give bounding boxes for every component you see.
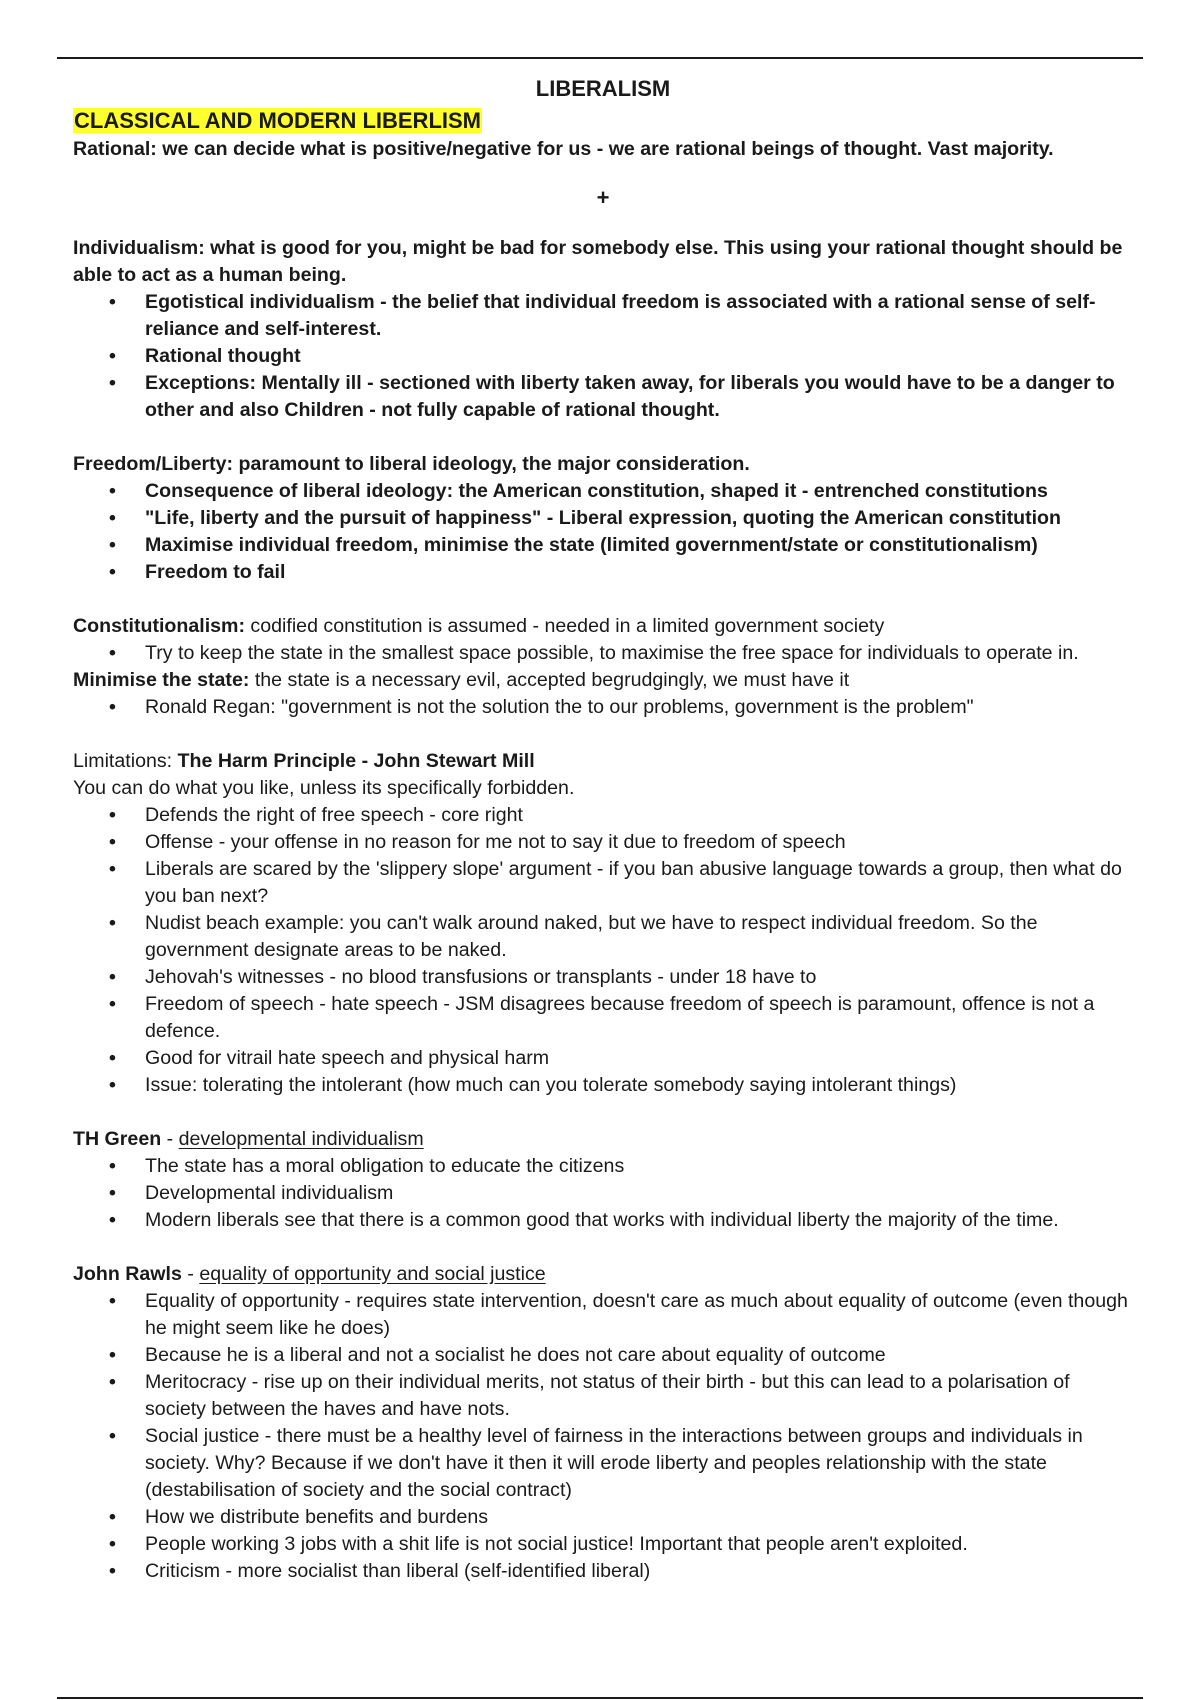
constitutionalism-line (73, 613, 1133, 640)
highlighted-heading: CLASSICAL AND MODERN LIBERLISM (74, 108, 481, 133)
list-item: • Defends the right of free speech - core right (73, 802, 1133, 829)
list-item: • Criticism - more socialist than liberal (self-identified liberal) (73, 1558, 1133, 1585)
list-item: • How we distribute benefits and burdens (73, 1504, 1133, 1531)
list-item: • Rational thought (73, 343, 1133, 370)
individualism-section (73, 235, 1133, 424)
list-item: • People working 3 jobs with a shit life is not social justice! Important that people aren't exploited. (73, 1531, 1133, 1558)
page-title: LIBERALISM (535, 76, 671, 101)
constitutionalism-section (73, 613, 1133, 721)
individualism-intro: Individualism: what is good for you, might be bad for somebody else. This using your rational thought should be able to act as a human being. (73, 237, 1123, 286)
bottom-rule (57, 1697, 1143, 1699)
constitutionalism-label: Constitutionalism: (73, 615, 245, 637)
list-item: • Social justice - there must be a healthy level of fairness in the interactions between groups and individuals in society. Why? Because if we don't have it then it will erode liberty and peoples relationship with the state (destabilisation of society and the social contract) (73, 1423, 1133, 1504)
rawls-sep: - (181, 1263, 200, 1285)
rawls-subtitle: equality of opportunity and social justice (199, 1263, 546, 1285)
minimise-label: Minimise the state: (73, 669, 250, 691)
rawls-section (73, 1261, 1133, 1585)
minimise-text: the state is a necessary evil, accepted begrudgingly, we must have it (249, 669, 850, 691)
list-item: • The state has a moral obligation to educate the citizens (73, 1153, 1133, 1180)
limitations-section (73, 748, 1133, 1099)
rational-paragraph: Rational: we can decide what is positive/negative for us - we are rational beings of thought. Vast majority. (73, 138, 1054, 160)
list-item: • Egotistical individualism - the belief that individual freedom is associated with a rational sense of self-reliance and self-interest. (73, 289, 1133, 343)
list-item: • Developmental individualism (73, 1180, 1133, 1207)
freedom-section (73, 451, 1133, 586)
harm-principle-label: The Harm Principle - John Stewart Mill (177, 750, 535, 772)
document-page (73, 72, 1133, 1585)
individualism-list (73, 289, 1133, 424)
list-item: • "Life, liberty and the pursuit of happiness" - Liberal expression, quoting the American constitution (73, 505, 1133, 532)
minimise-line (73, 667, 1133, 694)
green-section (73, 1126, 1133, 1234)
rawls-line (73, 1261, 1133, 1288)
list-item: • Nudist beach example: you can't walk around naked, but we have to respect individual freedom. So the government designate areas to be naked. (73, 910, 1133, 964)
limitations-line-2: You can do what you like, unless its specifically forbidden. (73, 777, 575, 799)
list-item: • Exceptions: Mentally ill - sectioned with liberty taken away, for liberals you would have to be a danger to other and also Children - not fully capable of rational thought. (73, 370, 1133, 424)
constitutionalism-text: codified constitution is assumed - needed in a limited government society (244, 615, 885, 637)
green-label: TH Green (73, 1128, 162, 1150)
list-item: • Offense - your offense in no reason for me not to say it due to freedom of speech (73, 829, 1133, 856)
list-item: • Modern liberals see that there is a common good that works with individual liberty the majority of the time. (73, 1207, 1133, 1234)
list-item: • Issue: tolerating the intolerant (how much can you tolerate somebody saying intolerant things) (73, 1072, 1133, 1099)
list-item: • Consequence of liberal ideology: the American constitution, shaped it - entrenched constitutions (73, 478, 1133, 505)
plus-sign: + (596, 185, 610, 210)
list-item: • Freedom to fail (73, 559, 1133, 586)
rawls-list (73, 1288, 1133, 1585)
list-item: • Meritocracy - rise up on their individual merits, not status of their birth - but this can lead to a polarisation of society between the haves and have nots. (73, 1369, 1133, 1423)
list-item: • Liberals are scared by the 'slippery slope' argument - if you ban abusive language towards a group, then what do you ban next? (73, 856, 1133, 910)
list-item: • Freedom of speech - hate speech - JSM disagrees because freedom of speech is paramount, offence is not a defence. (73, 991, 1133, 1045)
list-item: • Try to keep the state in the smallest space possible, to maximise the free space for individuals to operate in. (73, 640, 1133, 667)
list-item: • Equality of opportunity - requires state intervention, doesn't care as much about equality of outcome (even though he might seem like he does) (73, 1288, 1133, 1342)
section-heading (73, 106, 1133, 136)
limitations-list (73, 802, 1133, 1099)
list-item: • Because he is a liberal and not a socialist he does not care about equality of outcome (73, 1342, 1133, 1369)
limitations-line (73, 748, 1133, 775)
limitations-prefix: Limitations: (73, 750, 178, 772)
green-sep: - (161, 1128, 179, 1150)
list-item: • Good for vitrail hate speech and physical harm (73, 1045, 1133, 1072)
list-item: • Jehovah's witnesses - no blood transfusions or transplants - under 18 have to (73, 964, 1133, 991)
green-line (73, 1126, 1133, 1153)
top-rule (57, 57, 1143, 59)
green-list (73, 1153, 1133, 1234)
constitutionalism-list (73, 640, 1133, 667)
list-item: • Maximise individual freedom, minimise the state (limited government/state or constitutionalism) (73, 532, 1133, 559)
freedom-list (73, 478, 1133, 586)
minimise-list (73, 694, 1133, 721)
freedom-intro: Freedom/Liberty: paramount to liberal ideology, the major consideration. (73, 453, 750, 475)
green-subtitle: developmental individualism (178, 1128, 424, 1150)
list-item: • Ronald Regan: "government is not the solution the to our problems, government is the problem" (73, 694, 1133, 721)
rawls-label: John Rawls (73, 1263, 182, 1285)
